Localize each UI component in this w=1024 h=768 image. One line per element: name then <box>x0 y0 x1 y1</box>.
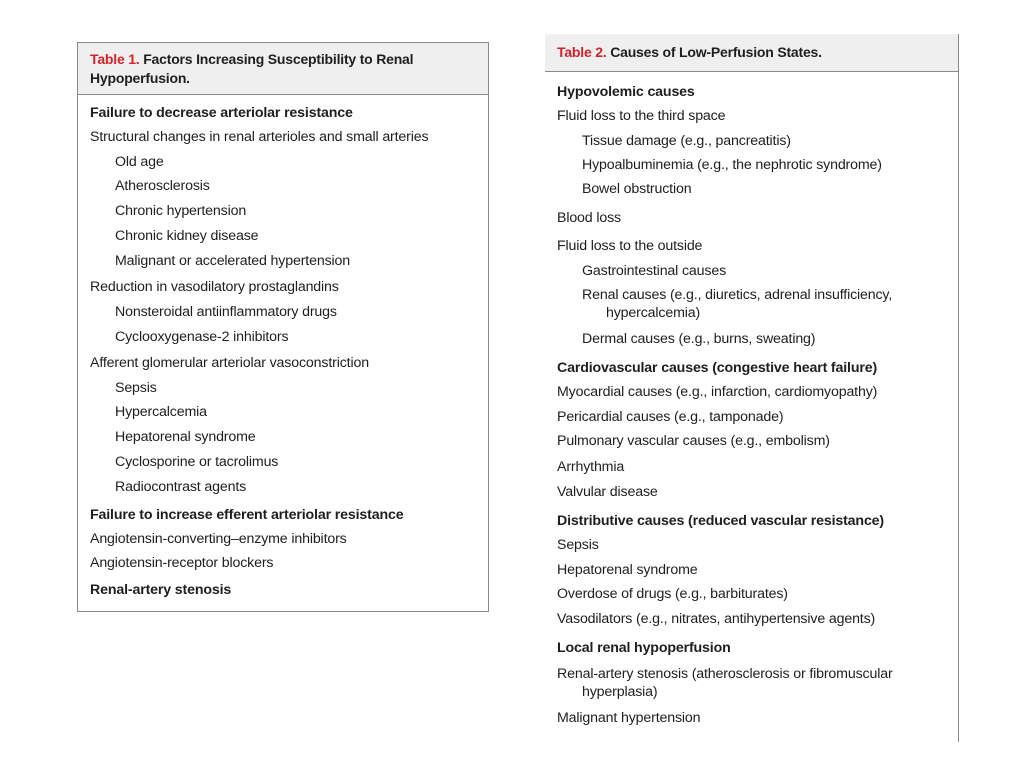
table-2-row: Myocardial causes (e.g., infarction, cardiomyopathy) <box>557 384 878 400</box>
table-1-section-heading: Renal-artery stenosis <box>90 582 232 598</box>
table-2-row: Sepsis <box>557 537 599 553</box>
table-2-row: Vasodilators (e.g., nitrates, antihypertensive agents) <box>557 611 876 627</box>
table-2-row: Renal causes (e.g., diuretics, adrenal insufficiency, <box>582 287 893 303</box>
table-1-row: Chronic kidney disease <box>115 228 259 244</box>
table-2-number: Table 2. <box>557 44 607 60</box>
table-1-row: Radiocontrast agents <box>115 479 247 495</box>
table-2-row: Hepatorenal syndrome <box>557 562 698 578</box>
table-2-row: Hypoalbuminemia (e.g., the nephrotic syndrome) <box>582 157 882 173</box>
table-1-title-text: Factors Increasing Susceptibility to Renal Hypoperfusion. <box>90 51 414 86</box>
table-2-row: Fluid loss to the third space <box>557 108 726 124</box>
table-2-row: Dermal causes (e.g., burns, sweating) <box>582 331 816 347</box>
table-1-row: Afferent glomerular arteriolar vasoconstriction <box>90 355 369 371</box>
table-2-row: Blood loss <box>557 210 621 226</box>
table-2-row: Fluid loss to the outside <box>557 238 703 254</box>
table-1-section-heading: Failure to increase efferent arteriolar resistance <box>90 507 404 523</box>
table-1-row: Hepatorenal syndrome <box>115 429 256 445</box>
table-1-row: Old age <box>115 154 164 170</box>
table-2-row: Gastrointestinal causes <box>582 263 727 279</box>
table-1-row: Angiotensin-converting–enzyme inhibitors <box>90 531 347 547</box>
table-1-row: Malignant or accelerated hypertension <box>115 253 350 269</box>
table-2-row: Overdose of drugs (e.g., barbiturates) <box>557 586 788 602</box>
table-2-section-heading: Cardiovascular causes (congestive heart failure) <box>557 360 878 376</box>
table-2-section-heading: Distributive causes (reduced vascular resistance) <box>557 513 884 529</box>
table-1-section-heading: Failure to decrease arteriolar resistance <box>90 105 353 121</box>
table-2-row-continuation: hyperplasia) <box>582 684 658 700</box>
table-2-row-continuation: hypercalcemia) <box>606 305 701 321</box>
table-1-row: Cyclosporine or tacrolimus <box>115 454 279 470</box>
table-2-row: Valvular disease <box>557 484 658 500</box>
table-1-row: Sepsis <box>115 380 157 396</box>
table-2 <box>545 34 959 742</box>
table-2-row: Renal-artery stenosis (atherosclerosis or fibromuscular <box>557 666 893 682</box>
table-2-row: Malignant hypertension <box>557 710 701 726</box>
table-1-row: Reduction in vasodilatory prostaglandins <box>90 279 339 295</box>
table-1 <box>77 42 489 612</box>
table-1-row: Angiotensin-receptor blockers <box>90 555 274 571</box>
table-2-section-heading: Hypovolemic causes <box>557 84 695 100</box>
table-2-title <box>545 34 958 72</box>
table-1-row: Structural changes in renal arterioles and small arteries <box>90 129 429 145</box>
table-2-title-text: Causes of Low-Perfusion States. <box>610 44 822 60</box>
table-2-row: Pericardial causes (e.g., tamponade) <box>557 409 784 425</box>
table-1-row: Nonsteroidal antiinflammatory drugs <box>115 304 337 320</box>
table-1-title <box>78 43 488 95</box>
table-1-row: Chronic hypertension <box>115 203 247 219</box>
table-1-row: Hypercalcemia <box>115 404 207 420</box>
table-2-row: Arrhythmia <box>557 459 625 475</box>
table-2-section-heading: Local renal hypoperfusion <box>557 640 731 656</box>
table-1-row: Atherosclerosis <box>115 178 210 194</box>
table-1-number: Table 1. <box>90 51 140 67</box>
table-2-row: Bowel obstruction <box>582 181 692 197</box>
table-1-row: Cyclooxygenase-2 inhibitors <box>115 329 289 345</box>
table-2-row: Tissue damage (e.g., pancreatitis) <box>582 133 791 149</box>
table-2-row: Pulmonary vascular causes (e.g., embolism) <box>557 433 830 449</box>
